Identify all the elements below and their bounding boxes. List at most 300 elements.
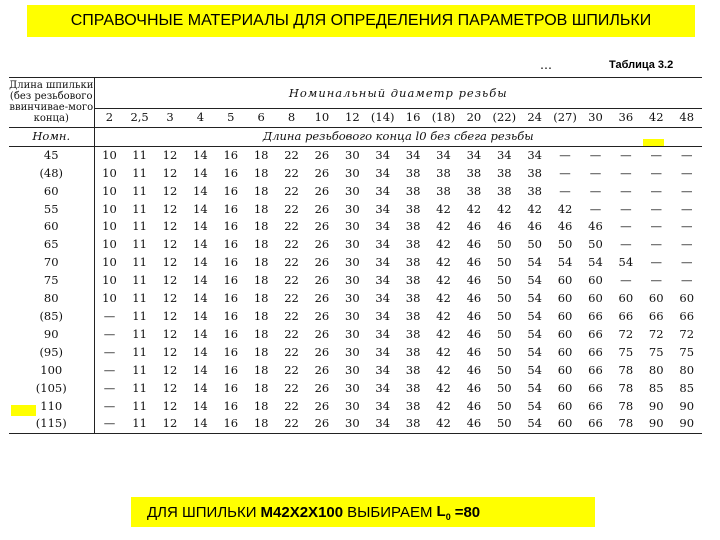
- value-cell: 16: [223, 308, 239, 323]
- value-cell: 30: [345, 291, 360, 306]
- value-cell: 90: [648, 398, 664, 413]
- value-cell: 90: [641, 415, 671, 433]
- value-cell: 54: [618, 255, 634, 270]
- diameter-cell: 8: [287, 110, 296, 124]
- value-cell: 42: [527, 201, 542, 216]
- value-cell: 54: [527, 344, 542, 359]
- value-cell: 78: [618, 362, 634, 377]
- value-cell: 50: [496, 237, 512, 252]
- value-cell: —: [103, 380, 116, 395]
- length-cell: 70: [9, 254, 94, 272]
- value-cell: 46: [466, 291, 482, 306]
- value-cell: 50: [496, 308, 512, 323]
- value-cell: 50: [489, 415, 519, 433]
- value-cell: 30: [345, 362, 360, 377]
- table-row: [9, 326, 702, 344]
- value-cell: —: [680, 273, 693, 288]
- value-cell: 11: [132, 255, 147, 270]
- value-cell: 34: [375, 291, 391, 306]
- value-cell: 11: [124, 415, 154, 433]
- answer-prefix: ДЛЯ ШПИЛЬКИ: [147, 503, 257, 521]
- value-cell: 38: [466, 183, 482, 198]
- value-cell: 30: [345, 326, 360, 341]
- value-cell: 66: [588, 326, 603, 341]
- value-cell: 42: [436, 380, 451, 395]
- value-cell: 38: [496, 165, 512, 180]
- value-cell: —: [559, 183, 571, 198]
- value-cell: 72: [618, 326, 634, 341]
- value-cell: 26: [314, 362, 330, 377]
- length-cell: 75: [9, 272, 94, 290]
- value-cell: 38: [405, 219, 421, 234]
- value-cell: 38: [405, 183, 421, 198]
- value-cell: 18: [253, 165, 269, 180]
- value-cell: 80: [679, 362, 695, 377]
- value-cell: 60: [679, 291, 695, 306]
- diameter-cell: (14): [370, 110, 395, 124]
- value-cell: 12: [162, 219, 178, 234]
- answer-result: =80: [454, 503, 481, 521]
- value-cell: 38: [405, 165, 421, 180]
- value-cell: 11: [132, 273, 147, 288]
- table-row: [9, 344, 702, 362]
- value-cell: 26: [314, 398, 330, 413]
- value-cell: —: [620, 237, 632, 252]
- value-cell: 10: [102, 183, 117, 198]
- value-cell: 14: [193, 362, 208, 377]
- value-cell: 10: [102, 273, 117, 288]
- value-cell: 18: [253, 201, 269, 216]
- value-cell: 38: [405, 308, 421, 323]
- table-row: [9, 218, 702, 236]
- value-cell: 46: [466, 255, 482, 270]
- value-cell: 16: [223, 147, 239, 162]
- value-cell: 50: [496, 291, 512, 306]
- value-cell: —: [680, 219, 693, 234]
- value-cell: 38: [405, 273, 421, 288]
- value-cell: 12: [162, 344, 178, 359]
- value-cell: 16: [223, 380, 239, 395]
- value-cell: 12: [162, 237, 178, 252]
- diameter-cell: 3: [166, 110, 174, 124]
- value-cell: 34: [375, 362, 391, 377]
- value-cell: 11: [132, 308, 147, 323]
- value-cell: —: [650, 219, 662, 234]
- value-cell: 34: [375, 165, 391, 180]
- length-cell: (115): [9, 415, 94, 433]
- diameter-cell: 2: [105, 110, 114, 124]
- value-cell: 34: [375, 308, 391, 323]
- value-cell: 14: [193, 219, 208, 234]
- value-cell: 42: [557, 201, 573, 216]
- value-cell: 46: [466, 326, 482, 341]
- value-cell: —: [589, 147, 602, 162]
- table-row: [9, 398, 702, 416]
- value-cell: 16: [223, 165, 239, 180]
- diameter-cell: (18): [431, 110, 456, 124]
- value-cell: 38: [405, 326, 421, 341]
- value-cell: 78: [618, 380, 634, 395]
- value-cell: —: [559, 165, 571, 180]
- length-cell: (48): [9, 165, 94, 183]
- value-cell: 18: [253, 147, 269, 162]
- value-cell: 14: [185, 415, 215, 433]
- value-cell: 46: [459, 415, 489, 433]
- value-cell: 50: [588, 237, 603, 252]
- thread-length-header: Длина резьбового конца l0 без сбега резьбы: [94, 127, 702, 146]
- value-cell: —: [589, 183, 602, 198]
- value-cell: 18: [253, 291, 269, 306]
- value-cell: 34: [375, 219, 391, 234]
- value-cell: 14: [193, 237, 208, 252]
- reference-table: [9, 77, 702, 434]
- value-cell: 34: [375, 326, 391, 341]
- value-cell: 66: [588, 308, 603, 323]
- length-cell: (85): [9, 308, 94, 326]
- table-row: [9, 415, 702, 433]
- value-cell: 60: [588, 273, 603, 288]
- value-cell: 10: [102, 237, 117, 252]
- value-cell: 26: [314, 291, 330, 306]
- value-cell: 50: [496, 380, 512, 395]
- value-cell: 16: [223, 219, 239, 234]
- length-cell: 45: [9, 146, 94, 164]
- table-row: [9, 290, 702, 308]
- value-cell: 46: [466, 237, 482, 252]
- value-cell: 42: [436, 291, 451, 306]
- value-cell: 38: [405, 398, 421, 413]
- value-cell: 26: [314, 219, 330, 234]
- value-cell: —: [94, 415, 124, 433]
- value-cell: 78: [611, 415, 641, 433]
- value-cell: 26: [314, 147, 330, 162]
- value-cell: 18: [253, 183, 269, 198]
- value-cell: —: [103, 398, 116, 413]
- value-cell: 46: [588, 219, 603, 234]
- value-cell: 66: [588, 380, 603, 395]
- value-cell: 26: [314, 326, 330, 341]
- value-cell: —: [680, 201, 693, 216]
- value-cell: 26: [314, 201, 330, 216]
- diameter-cell: 48: [679, 110, 695, 124]
- diameter-cell: 5: [227, 110, 235, 124]
- value-cell: 16: [223, 237, 239, 252]
- value-cell: 11: [132, 201, 147, 216]
- value-cell: 78: [618, 398, 634, 413]
- value-cell: —: [680, 183, 693, 198]
- value-cell: 54: [527, 255, 542, 270]
- value-cell: 30: [345, 380, 360, 395]
- value-cell: 66: [588, 398, 603, 413]
- value-cell: 14: [193, 308, 208, 323]
- value-cell: 16: [223, 291, 239, 306]
- value-cell: 34: [375, 380, 391, 395]
- value-cell: 66: [648, 308, 664, 323]
- value-cell: 42: [436, 219, 451, 234]
- value-cell: 14: [193, 344, 208, 359]
- value-cell: 34: [527, 147, 542, 162]
- value-cell: —: [680, 165, 693, 180]
- value-cell: 14: [193, 183, 208, 198]
- value-cell: —: [589, 165, 602, 180]
- value-cell: 26: [307, 415, 337, 433]
- nominal-label: Номн.: [9, 127, 94, 146]
- ellipsis: …: [540, 58, 552, 72]
- value-cell: 22: [284, 183, 299, 198]
- value-cell: —: [103, 326, 116, 341]
- value-cell: 42: [436, 344, 451, 359]
- value-cell: 60: [588, 291, 603, 306]
- value-cell: 38: [405, 362, 421, 377]
- value-cell: 46: [466, 362, 482, 377]
- value-cell: 54: [527, 273, 542, 288]
- value-cell: 22: [284, 219, 299, 234]
- value-cell: 18: [253, 255, 269, 270]
- value-cell: 34: [405, 147, 421, 162]
- value-cell: 42: [496, 201, 512, 216]
- value-cell: 16: [223, 183, 239, 198]
- diameter-row: [9, 109, 702, 128]
- diameter-cell: 2,5: [130, 110, 149, 124]
- value-cell: 38: [405, 255, 421, 270]
- value-cell: 30: [345, 344, 360, 359]
- value-cell: 22: [284, 308, 299, 323]
- value-cell: 18: [253, 308, 269, 323]
- value-cell: 10: [102, 291, 117, 306]
- value-cell: —: [620, 273, 632, 288]
- value-cell: 75: [679, 344, 695, 359]
- value-cell: 12: [162, 255, 178, 270]
- length-cell: (95): [9, 344, 94, 362]
- subheader-row: [9, 127, 702, 146]
- value-cell: 46: [557, 219, 573, 234]
- value-cell: 54: [527, 326, 542, 341]
- value-cell: 11: [132, 380, 147, 395]
- table-row: [9, 254, 702, 272]
- value-cell: 11: [132, 362, 147, 377]
- table-row: [9, 380, 702, 398]
- value-cell: 50: [496, 273, 512, 288]
- page-title: СПРАВОЧНЫЕ МАТЕРИАЛЫ ДЛЯ ОПРЕДЕЛЕНИЯ ПАРАМЕТРОВ ШПИЛЬКИ: [70, 12, 652, 29]
- value-cell: 14: [193, 201, 208, 216]
- value-cell: 50: [496, 326, 512, 341]
- value-cell: 18: [253, 380, 269, 395]
- value-cell: 46: [466, 380, 482, 395]
- value-cell: —: [620, 219, 632, 234]
- stud-designation: М42Х2Х100: [260, 503, 344, 521]
- value-cell: 42: [436, 237, 451, 252]
- value-cell: 22: [284, 273, 299, 288]
- table-row: [9, 308, 702, 326]
- value-cell: 18: [253, 398, 269, 413]
- value-cell: 60: [557, 326, 573, 341]
- value-cell: 16: [223, 398, 239, 413]
- value-cell: —: [620, 147, 632, 162]
- value-cell: 12: [162, 380, 178, 395]
- value-cell: 54: [527, 362, 542, 377]
- value-cell: 38: [405, 237, 421, 252]
- value-cell: 66: [679, 308, 695, 323]
- value-cell: 30: [345, 201, 360, 216]
- value-cell: 22: [284, 326, 299, 341]
- value-cell: 66: [580, 415, 610, 433]
- value-cell: 54: [519, 415, 549, 433]
- value-cell: 54: [557, 255, 573, 270]
- value-cell: 26: [314, 273, 330, 288]
- value-cell: 26: [314, 380, 330, 395]
- table-row: [9, 236, 702, 254]
- value-cell: 22: [284, 398, 299, 413]
- value-cell: 18: [253, 362, 269, 377]
- value-cell: 12: [162, 165, 178, 180]
- value-cell: 14: [193, 147, 208, 162]
- value-cell: 14: [193, 380, 208, 395]
- value-cell: —: [103, 362, 116, 377]
- value-cell: 22: [284, 147, 299, 162]
- value-cell: —: [103, 344, 116, 359]
- value-cell: 42: [428, 415, 458, 433]
- value-cell: 30: [345, 398, 360, 413]
- value-cell: 10: [102, 255, 117, 270]
- value-cell: 30: [345, 183, 360, 198]
- value-cell: 54: [527, 308, 542, 323]
- value-cell: 75: [648, 344, 664, 359]
- value-cell: 46: [466, 308, 482, 323]
- table-caption: Таблица 3.2: [609, 59, 674, 71]
- value-cell: 18: [253, 273, 269, 288]
- value-cell: 12: [162, 273, 178, 288]
- value-cell: 26: [314, 344, 330, 359]
- value-cell: —: [103, 308, 116, 323]
- value-cell: 38: [405, 201, 421, 216]
- value-cell: 50: [496, 344, 512, 359]
- value-cell: 34: [375, 398, 391, 413]
- value-cell: 11: [132, 183, 147, 198]
- diameter-cell: (22): [492, 110, 517, 124]
- value-cell: 22: [284, 362, 299, 377]
- value-cell: 16: [223, 326, 239, 341]
- value-cell: 11: [132, 147, 147, 162]
- value-cell: 16: [223, 201, 239, 216]
- diameter-cell: 4: [196, 110, 205, 124]
- value-cell: 22: [284, 291, 299, 306]
- value-cell: 85: [648, 380, 664, 395]
- value-cell: 38: [496, 183, 512, 198]
- value-cell: 38: [398, 415, 428, 433]
- diameter-cell: 20: [466, 110, 482, 124]
- answer-symbol: $L_0$: [436, 502, 451, 522]
- length-cell: 80: [9, 290, 94, 308]
- value-cell: 16: [223, 344, 239, 359]
- value-cell: 54: [588, 255, 603, 270]
- value-cell: 11: [132, 165, 147, 180]
- length-cell: 60: [9, 183, 94, 201]
- value-cell: 34: [466, 147, 482, 162]
- value-cell: 18: [246, 415, 276, 433]
- value-cell: 66: [588, 362, 603, 377]
- value-cell: 12: [155, 415, 185, 433]
- value-cell: —: [620, 201, 632, 216]
- diameter-cell: 16: [405, 110, 421, 124]
- value-cell: 12: [162, 362, 178, 377]
- value-cell: —: [650, 255, 662, 270]
- diameter-cell: 42: [648, 110, 664, 124]
- value-cell: 54: [527, 291, 542, 306]
- length-cell: 65: [9, 236, 94, 254]
- value-cell: 26: [314, 308, 330, 323]
- value-cell: 16: [223, 273, 239, 288]
- value-cell: 46: [496, 219, 512, 234]
- value-cell: 11: [132, 219, 147, 234]
- value-cell: 22: [284, 255, 299, 270]
- value-cell: —: [620, 183, 632, 198]
- value-cell: 22: [284, 380, 299, 395]
- diameter-cell: 24: [527, 110, 542, 124]
- value-cell: 38: [527, 183, 542, 198]
- value-cell: 38: [436, 183, 451, 198]
- value-cell: 22: [276, 415, 306, 433]
- value-cell: 60: [557, 308, 573, 323]
- value-cell: 60: [557, 398, 573, 413]
- value-cell: 11: [132, 398, 147, 413]
- value-cell: 18: [253, 219, 269, 234]
- value-cell: 50: [527, 237, 542, 252]
- value-cell: 14: [193, 398, 208, 413]
- length-cell: 55: [9, 201, 94, 219]
- value-cell: 11: [132, 237, 147, 252]
- value-cell: 11: [132, 326, 147, 341]
- value-cell: 14: [193, 291, 208, 306]
- value-cell: 42: [436, 362, 451, 377]
- value-cell: 72: [648, 326, 664, 341]
- value-cell: 22: [284, 165, 299, 180]
- value-cell: 60: [557, 291, 573, 306]
- length-cell: (105): [9, 380, 94, 398]
- value-cell: 38: [466, 165, 482, 180]
- value-cell: 60: [557, 344, 573, 359]
- value-cell: 12: [162, 147, 178, 162]
- value-cell: 12: [162, 291, 178, 306]
- table-row: [9, 272, 702, 290]
- value-cell: 22: [284, 237, 299, 252]
- value-cell: 30: [345, 147, 360, 162]
- value-cell: 50: [496, 362, 512, 377]
- value-cell: 54: [527, 380, 542, 395]
- value-cell: 12: [162, 398, 178, 413]
- value-cell: 30: [345, 165, 360, 180]
- table-row: [9, 362, 702, 380]
- answer-banner: [131, 497, 595, 527]
- value-cell: 26: [314, 237, 330, 252]
- value-cell: 38: [436, 165, 451, 180]
- value-cell: 14: [193, 326, 208, 341]
- diameter-cell: 10: [314, 110, 330, 124]
- table-row: [9, 146, 702, 164]
- length-cell: 100: [9, 362, 94, 380]
- value-cell: 34: [375, 255, 391, 270]
- value-cell: —: [650, 273, 662, 288]
- value-cell: 42: [436, 273, 451, 288]
- value-cell: 30: [337, 415, 367, 433]
- value-cell: 34: [375, 201, 391, 216]
- value-cell: 22: [284, 344, 299, 359]
- value-cell: 14: [193, 255, 208, 270]
- diameter-cell: 6: [257, 110, 265, 124]
- value-cell: 42: [436, 308, 451, 323]
- value-cell: 34: [496, 147, 512, 162]
- value-cell: 90: [671, 415, 702, 433]
- value-cell: —: [589, 201, 602, 216]
